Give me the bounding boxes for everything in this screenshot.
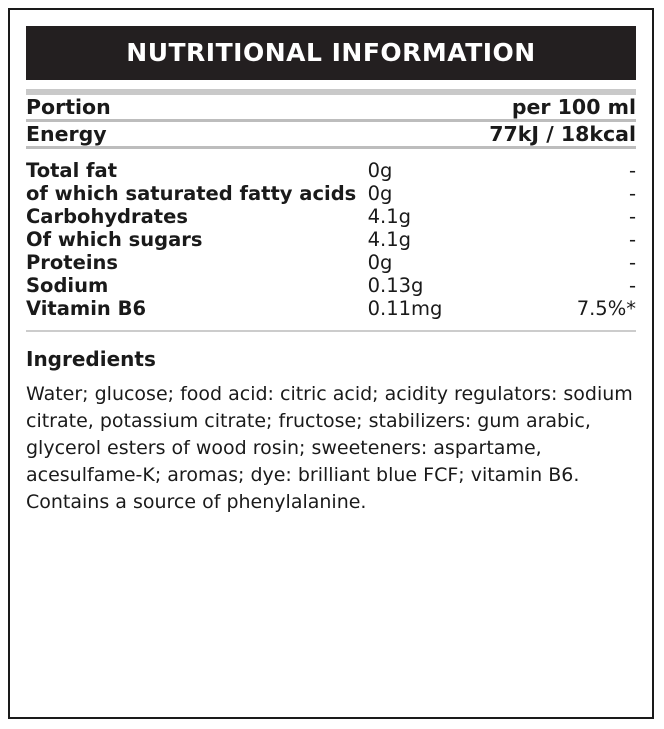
nutrient-value: 0.11mg — [367, 297, 443, 320]
table-row — [26, 274, 636, 297]
nutrition-table — [26, 95, 636, 119]
ingredients-heading: Ingredients — [26, 347, 156, 371]
label-title: NUTRITIONAL INFORMATION — [26, 26, 636, 80]
nutrient-value: 0g — [367, 251, 393, 274]
nutrient-name: Vitamin B6 — [26, 297, 147, 320]
nutrient-value: 4.1g — [367, 205, 411, 228]
table-row — [26, 251, 636, 274]
table-header-row — [26, 95, 636, 119]
table-row — [26, 182, 636, 205]
portion-value: per 100 ml — [511, 95, 636, 119]
table-row — [26, 297, 636, 320]
nutrient-name: of which saturated fatty acids — [26, 182, 357, 205]
ingredients-divider-rule — [26, 330, 636, 332]
spacer — [26, 320, 636, 330]
nutrient-name: Of which sugars — [26, 228, 203, 251]
label-inner — [26, 26, 636, 703]
nutrient-percent: - — [628, 159, 636, 182]
energy-value: 77kJ / 18kcal — [489, 122, 636, 146]
table-row — [26, 228, 636, 251]
nutrient-percent: - — [628, 228, 636, 251]
nutrient-value: 0g — [367, 182, 393, 205]
nutrition-label-panel — [8, 8, 654, 719]
nutrient-name: Total fat — [26, 159, 118, 182]
nutrient-percent: 7.5%* — [576, 297, 636, 320]
nutrient-value: 0.13g — [367, 274, 424, 297]
nutrient-name: Proteins — [26, 251, 119, 274]
nutrient-value: 0g — [367, 159, 393, 182]
nutrient-value: 4.1g — [367, 228, 411, 251]
nutrient-rows-table — [26, 159, 636, 320]
energy-table — [26, 122, 636, 146]
table-row — [26, 159, 636, 182]
spacer — [26, 149, 636, 159]
nutrient-name: Carbohydrates — [26, 205, 188, 228]
nutrient-percent: - — [628, 274, 636, 297]
table-row — [26, 205, 636, 228]
energy-label: Energy — [26, 122, 107, 146]
nutrient-name: Sodium — [26, 274, 109, 297]
nutrient-percent: - — [628, 251, 636, 274]
ingredients-text: Water; glucose; food acid: citric acid; acidity regulators: sodium citrate, potassium citrate; fructose; stabilizers: gum arabic, glycerol esters of wood rosin; sweeteners: aspartame, acesulfame-K; aromas; dye: brilliant blue FCF; vitamin B6. Contains a source of phenylalanine. — [26, 383, 633, 513]
table-row — [26, 122, 636, 146]
nutrient-percent: - — [628, 182, 636, 205]
portion-label: Portion — [26, 95, 111, 119]
nutrient-percent: - — [628, 205, 636, 228]
